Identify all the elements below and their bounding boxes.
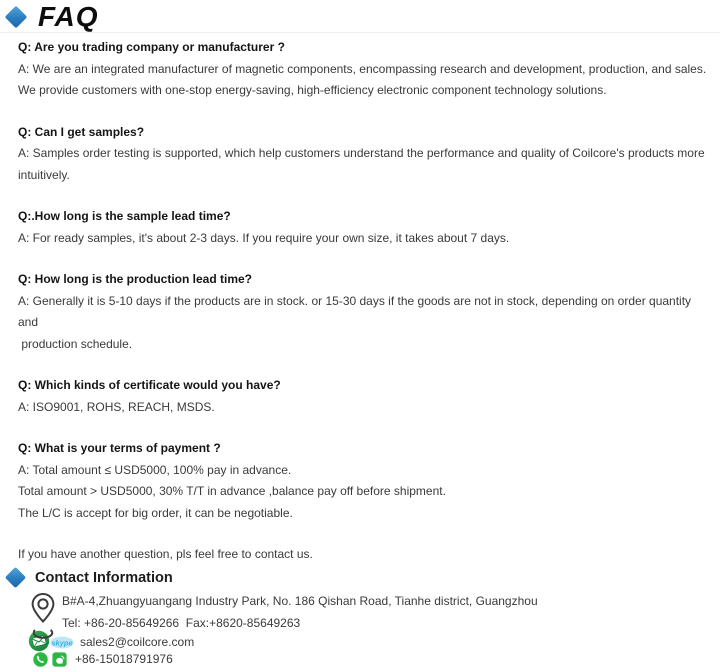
faq-answer-line: production schedule.	[18, 336, 133, 351]
faq-answer-line: Total amount > USD5000, 30% T/T in advance ,balance pay off before shipment.	[18, 484, 446, 498]
faq-answer-line: A: Total amount ≤ USD5000, 100% pay in advance.	[18, 462, 292, 477]
contact-section-header	[0, 566, 720, 590]
faq-item	[18, 206, 714, 249]
faq-answer-line: A: Samples order testing is supported, which help customers understand the performance and quality of Coilcore's products more	[18, 146, 705, 160]
contact-phone: +86-15018791976	[75, 651, 173, 666]
faq-title: FAQ	[38, 1, 99, 32]
blue-diamond-icon	[5, 6, 28, 29]
faq-answer-line: intuitively.	[18, 167, 70, 182]
faq-list	[0, 33, 720, 566]
faq-question: Q: Are you trading company or manufacturer ?	[18, 40, 285, 54]
faq-answer-line: The L/C is accept for big order, it can be negotiable.	[18, 505, 293, 520]
faq-question: Q: Which kinds of certificate would you have?	[18, 378, 281, 392]
svg-text:skype: skype	[51, 638, 73, 647]
faq-section-header	[0, 0, 720, 33]
faq-item	[18, 122, 714, 187]
faq-question: Q: What is your terms of payment ?	[18, 441, 221, 455]
faq-item	[18, 37, 714, 102]
faq-question: Q: Can I get samples?	[18, 124, 145, 139]
contact-tel-fax: Tel: +86-20-85649266 Fax:+8620-85649263	[62, 615, 301, 630]
contact-info	[0, 590, 720, 668]
faq-answer-line: A: Generally it is 5-10 days if the products are in stock. or 15-30 days if the goods are not in stock, depending on order quantity and	[18, 293, 695, 329]
faq-item	[18, 375, 714, 418]
contact-phone-row	[33, 651, 720, 668]
contact-address: B#A-4,Zhuangyuangang Industry Park, No. 186 Qishan Road, Tianhe district, Guangzhou	[62, 593, 538, 608]
faq-closing-note: If you have another question, pls feel free to contact us.	[18, 547, 313, 561]
faq-item	[18, 269, 714, 355]
faq-answer-line: A: For ready samples, it's about 2-3 days. If you require your own size, it takes about 7 days.	[18, 230, 510, 245]
faq-answer-line: We provide customers with one-stop energy-saving, high-efficiency electronic component technology solutions.	[18, 83, 607, 97]
faq-question: Q: How long is the production lead time?	[18, 272, 252, 286]
contact-email: sales2@coilcore.com	[80, 634, 195, 649]
blue-diamond-icon	[5, 567, 26, 588]
contact-title: Contact Information	[35, 569, 173, 586]
faq-question: Q:.How long is the sample lead time?	[18, 209, 231, 223]
faq-answer-line: A: We are an integrated manufacturer of magnetic components, encompassing research and development, production, and sales.	[18, 61, 707, 76]
faq-item	[18, 438, 714, 524]
faq-answer-line: A: ISO9001, ROHS, REACH, MSDS.	[18, 399, 215, 414]
wechat-icon	[52, 652, 67, 667]
whatsapp-icon	[33, 652, 48, 667]
location-pin-icon	[30, 592, 56, 640]
